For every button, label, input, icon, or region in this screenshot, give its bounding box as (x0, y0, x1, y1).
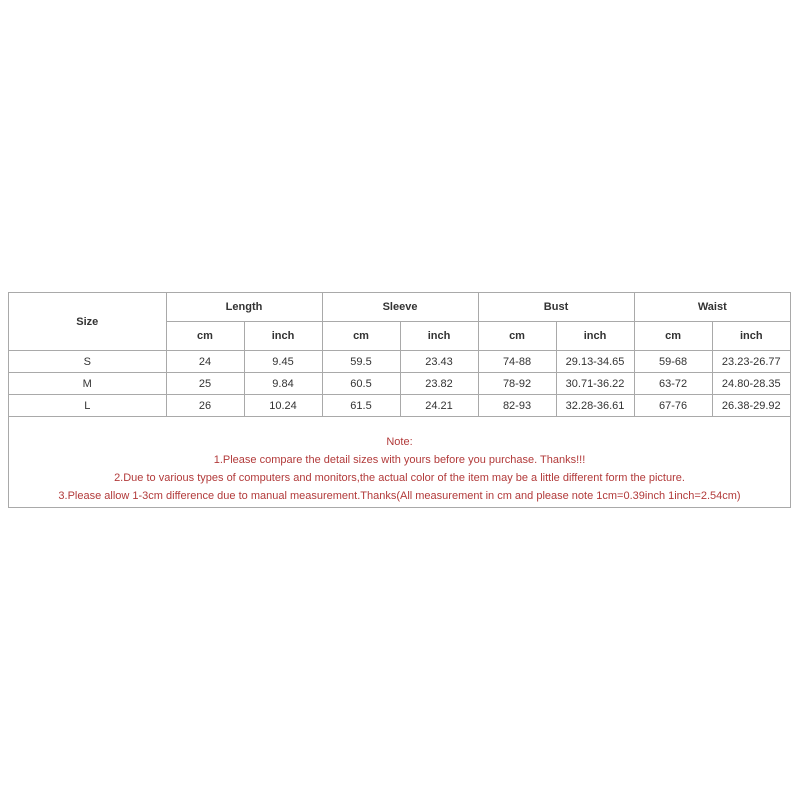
unit-header: cm (166, 322, 244, 351)
table-cell: 82-93 (478, 395, 556, 417)
table-cell: 9.45 (244, 351, 322, 373)
size-header: Size (9, 293, 166, 351)
table-cell: 78-92 (478, 373, 556, 395)
note-line: 1.Please compare the detail sizes with yours before you purchase. Thanks!!! (213, 454, 586, 466)
table-cell: 24.80-28.35 (712, 373, 790, 395)
unit-header: cm (322, 322, 400, 351)
table-cell: 60.5 (322, 373, 400, 395)
size-chart (8, 292, 791, 508)
unit-header: cm (634, 322, 712, 351)
table-row (9, 351, 790, 373)
notes-block (9, 433, 790, 505)
table-cell: 26 (166, 395, 244, 417)
note-line: 3.Please allow 1-3cm difference due to manual measurement.Thanks(All measurement in cm and please note 1cm=0.39inch 1inch=2.54cm) (58, 490, 741, 502)
notes-title: Note: (386, 436, 413, 448)
table-cell: 23.23-26.77 (712, 351, 790, 373)
table-cell: 26.38-29.92 (712, 395, 790, 417)
table-cell: 30.71-36.22 (556, 373, 634, 395)
group-header-sleeve: Sleeve (322, 293, 478, 322)
table-cell: 10.24 (244, 395, 322, 417)
size-table (9, 293, 790, 417)
table-row (9, 373, 790, 395)
table-cell: 23.43 (400, 351, 478, 373)
unit-header: inch (400, 322, 478, 351)
unit-header: inch (712, 322, 790, 351)
table-cell: 74-88 (478, 351, 556, 373)
size-cell: L (9, 395, 166, 417)
table-cell: 59-68 (634, 351, 712, 373)
table-cell: 29.13-34.65 (556, 351, 634, 373)
table-cell: 61.5 (322, 395, 400, 417)
group-header-length: Length (166, 293, 322, 322)
table-cell: 67-76 (634, 395, 712, 417)
group-header-bust: Bust (478, 293, 634, 322)
table-row (9, 395, 790, 417)
table-cell: 9.84 (244, 373, 322, 395)
unit-header: inch (556, 322, 634, 351)
size-cell: M (9, 373, 166, 395)
table-cell: 25 (166, 373, 244, 395)
note-line: 2.Due to various types of computers and monitors,the actual color of the item may be a little different form the picture. (114, 472, 685, 484)
table-cell: 32.28-36.61 (556, 395, 634, 417)
size-cell: S (9, 351, 166, 373)
group-header-waist: Waist (634, 293, 790, 322)
table-cell: 59.5 (322, 351, 400, 373)
table-cell: 63-72 (634, 373, 712, 395)
unit-header: cm (478, 322, 556, 351)
table-cell: 23.82 (400, 373, 478, 395)
unit-header: inch (244, 322, 322, 351)
table-cell: 24 (166, 351, 244, 373)
table-cell: 24.21 (400, 395, 478, 417)
